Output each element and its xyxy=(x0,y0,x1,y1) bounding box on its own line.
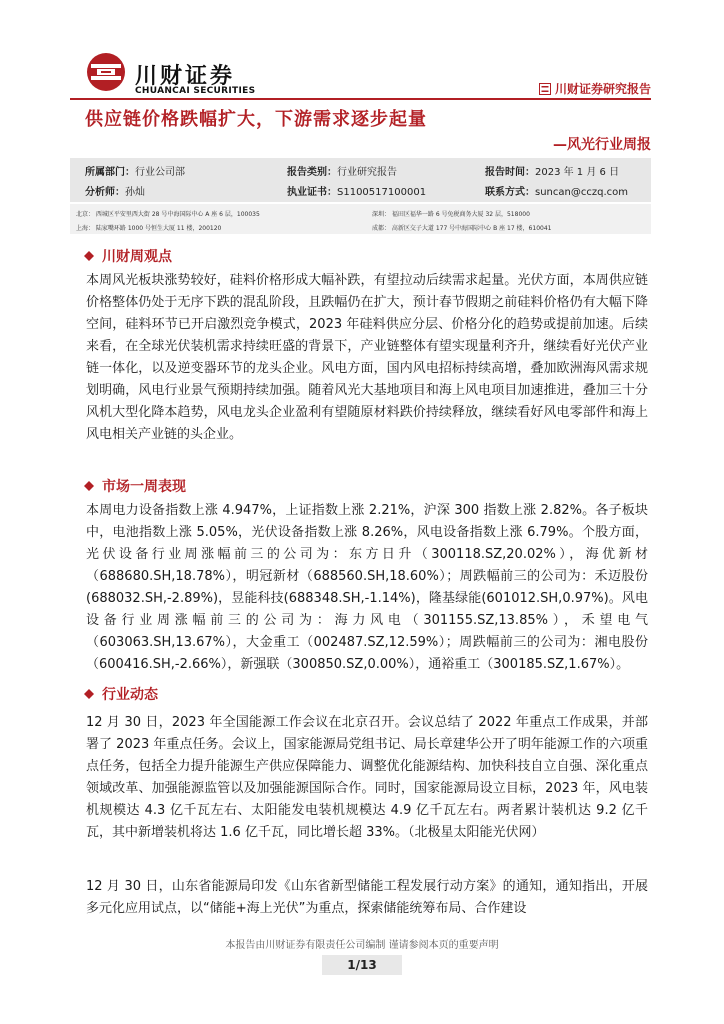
page-number: 1/13 xyxy=(322,955,402,975)
report-tag xyxy=(539,80,651,97)
report-title: 供应链价格跌幅扩大，下游需求逐步起量 xyxy=(85,109,427,130)
report-tag-label: 川财证券研究报告 xyxy=(554,82,651,96)
section-heading-label: 市场一周表现 xyxy=(102,479,186,495)
type-value: 行业研究报告 xyxy=(337,166,397,178)
dept-value: 行业公司部 xyxy=(135,166,185,178)
diamond-bullet-icon xyxy=(84,251,94,261)
dept-label: 所属部门： xyxy=(85,166,135,178)
office-addresses xyxy=(70,204,651,234)
section-heading-market xyxy=(84,476,186,496)
diamond-bullet-icon xyxy=(84,481,94,491)
address-shanghai: 上海： 陆家嘴环路 1000 号恒生大厦 11 楼，200120 xyxy=(76,225,222,232)
contact-value: suncan@cczq.com xyxy=(535,186,628,198)
brand-name-cn: 川财证券 xyxy=(135,64,236,89)
section-heading-label: 川财周观点 xyxy=(102,249,172,265)
chuancai-logo-icon xyxy=(86,52,126,92)
cert-value: S1100517100001 xyxy=(337,186,427,198)
time-label: 报告时间： xyxy=(485,166,535,178)
analyst-value: 孙灿 xyxy=(125,186,145,198)
section-paragraph: 12 月 30 日，山东省能源局印发《山东省新型储能工程发展行动方案》的通知，通知指出，开展多元化应用试点，以“储能+海上光伏”为重点，探索储能统筹布局、合作建设 xyxy=(86,879,648,916)
header-divider xyxy=(70,98,651,100)
brand-mark-icon xyxy=(539,83,551,95)
address-shenzhen: 深圳： 福田区福华一路 6 号免税商务大厦 32 层，518000 xyxy=(372,211,530,218)
contact-label: 联系方式： xyxy=(485,186,535,198)
diamond-bullet-icon xyxy=(84,689,94,699)
section-heading-label: 行业动态 xyxy=(102,687,158,703)
address-chengdu: 成都： 高新区交子大道 177 号中海国际中心 B 座 17 楼，610041 xyxy=(372,225,552,232)
footer-disclaimer: 本报告由川财证券有限责任公司编制 谨请参阅本页的重要声明 xyxy=(225,940,499,951)
report-subtitle: —风光行业周报 xyxy=(553,137,651,153)
section-paragraph: 本周电力设备指数上涨 4.947%，上证指数上涨 2.21%，沪深 300 指数上涨 2.82%。各子板块中，电池指数上涨 5.05%，光伏设备指数上涨 8.26%，风电设备指数上涨 6.79%。个股方面，光伏设备行业周涨幅前三的公司为：东方日升（300118.SZ,20.02%），海优新材（688680.SH,18.78%），明冠新材（688560.SH,18.60%）；周跌幅前三的公司为：禾迈股份(688032.SH,-2.89%)，昱能科技(688348.SH,-1.14%)，隆基绿能(601012.SH,0.97%)。风电设备行业周涨幅前三的公司为：海力风电（301155.SZ,13.85%），禾望电气（603063.SH,13.67%），大金重工（002487.SZ,12.59%）；周跌幅前三的公司为：湘电股份（600416.SH,-2.66%），新强联（300850.SZ,0.00%），通裕重工（300185.SZ,1.67%）。 xyxy=(86,503,648,672)
report-meta xyxy=(70,158,651,202)
brand-name-en: CHUANCAI SECURITIES xyxy=(135,86,256,96)
cert-label: 执业证书： xyxy=(287,186,337,198)
section-heading-weekly-view xyxy=(84,246,172,266)
section-paragraph: 本周风光板块涨势较好，硅料价格形成大幅补跌，有望拉动后续需求起量。光伏方面，本周供应链价格整体仍处于无序下跌的混乱阶段，且跌幅仍在扩大，预计春节假期之前硅料价格仍有大幅下降空间，硅料环节已开启激烈竞争模式，2023 年硅料供应分层、价格分化的趋势或提前加速。后续来看，在全球光伏装机需求持续旺盛的背景下，产业链整体有望实现量利齐升，继续看好光伏产业链一体化，以及逆变器环节的龙头企业。风电方面，国内风电招标持续高增，叠加欧洲海风需求规划明确，风电行业景气预期持续加强。随着风光大基地项目和海上风电项目加速推进，叠加三十分风机大型化降本趋势，风电龙头企业盈利有望随原材料跌价持续释放，继续看好风电零部件和海上风电相关产业链的头企业。 xyxy=(86,273,648,442)
time-value: 2023 年 1 月 6 日 xyxy=(535,166,620,178)
section-heading-industry xyxy=(84,684,158,704)
address-beijing: 北京： 西城区平安里西大街 28 号中海国际中心 A 座 6 层，100035 xyxy=(76,211,260,218)
section-paragraph: 12 月 30 日，2023 年全国能源工作会议在北京召开。会议总结了 2022 年重点工作成果，并部署了 2023 年重点任务。会议上，国家能源局党组书记、局长章建华公开了明年能源工作的六项重点任务，包括全力提升能源生产供应保障能力、调整优化能源结构、加快科技自立自强、深化重点领域改革、加强能源监管以及加强能源国际合作。同时，国家能源局设立目标，2023 年，风电装机规模达 4.3 亿千瓦左右、太阳能发电装机规模达 4.9 亿千瓦左右。两者累计装机达 9.2 亿千瓦，其中新增装机将达 1.6 亿千瓦，同比增长超 33%。（北极星太阳能光伏网） xyxy=(86,715,648,840)
type-label: 报告类别： xyxy=(287,166,337,178)
analyst-label: 分析师： xyxy=(85,186,125,198)
